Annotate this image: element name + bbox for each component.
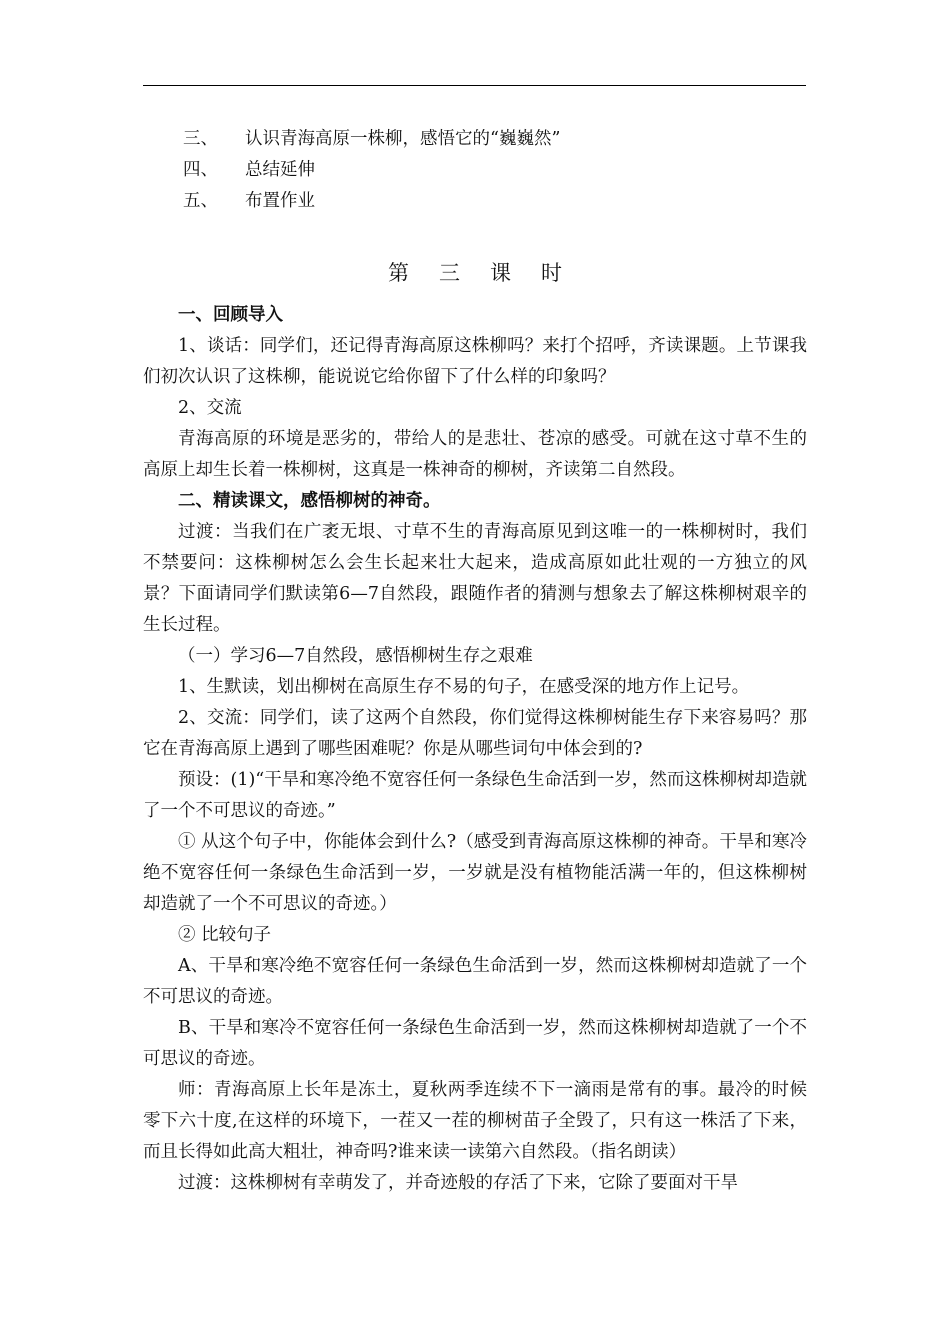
subsection-heading: （一）学习6—7自然段，感悟柳树生存之艰难 [178, 646, 533, 666]
paragraph: 预设：(1)“干旱和寒冷绝不宽容任何一条绿色生命活到一岁，然而这株柳树却造就了一个不可思议的奇迹。” [143, 770, 807, 821]
outline-text: 布置作业 [245, 191, 315, 211]
section-heading: 二、精读课文，感悟柳树的神奇。 [178, 491, 441, 511]
paragraph: 2、交流 [178, 398, 242, 418]
paragraph: ① 从这个句子中，你能体会到什么?（感受到青海高原这株柳的神奇。干旱和寒冷绝不宽容任何一条绿色生命活到一岁，一岁就是没有植物能活满一年的，但这株柳树却造就了一个不可思议的奇迹。） [143, 832, 807, 914]
lesson-body [143, 300, 807, 1199]
paragraph: 过渡：这株柳树有幸萌发了，并奇迹般的存活了下来，它除了要面对干旱 [178, 1173, 738, 1193]
paragraph: 2、交流：同学们，读了这两个自然段，你们觉得这株柳树能生存下来容易吗？那它在青海高原上遇到了哪些困难呢？你是从哪些词句中体会到的? [143, 708, 807, 759]
paragraph: ② 比较句子 [178, 925, 272, 945]
paragraph: 师：青海高原上长年是冻土，夏秋两季连续不下一滴雨是常有的事。最冷的时候零下六十度,在这样的环境下，一茬又一茬的柳树苗子全毁了，只有这一株活了下来，而且长得如此高大粗壮，神奇吗?谁来读一读第六自然段。（指名朗读） [143, 1080, 807, 1162]
section-heading: 一、回顾导入 [178, 305, 283, 325]
lesson-title-char: 课 [490, 261, 511, 285]
outline-number: 五、 [183, 191, 218, 211]
paragraph: B、干旱和寒冷不宽容任何一条绿色生命活到一岁，然而这株柳树却造就了一个不可思议的奇迹。 [143, 1018, 807, 1069]
outline-number: 三、 [183, 129, 218, 149]
outline-item [183, 186, 783, 217]
outline-number: 四、 [183, 160, 218, 180]
paragraph: 1、生默读，划出柳树在高原生存不易的句子，在感受深的地方作上记号。 [178, 677, 750, 697]
paragraph: 过渡：当我们在广袤无垠、寸草不生的青海高原见到这唯一的一株柳树时，我们不禁要问：这株柳树怎么会生长起来壮大起来，造成高原如此壮观的一方独立的风景？下面请同学们默读第6—7自然段，跟随作者的猜测与想象去了解这株柳树艰辛的生长过程。 [143, 522, 807, 635]
lesson-title-char: 三 [439, 261, 460, 285]
outline-item [183, 124, 783, 155]
paragraph: 青海高原的环境是恶劣的，带给人的是悲壮、苍凉的感受。可就在这寸草不生的高原上却生长着一株柳树，这真是一株神奇的柳树，齐读第二自然段。 [143, 429, 807, 480]
lesson-title-char: 第 [388, 261, 409, 285]
lesson-outline [183, 124, 783, 217]
outline-text: 认识青海高原一株柳，感悟它的“巍巍然” [245, 129, 561, 149]
paragraph: 1、谈话：同学们，还记得青海高原这株柳吗？来打个招呼，齐读课题。上节课我们初次认识了这株柳，能说说它给你留下了什么样的印象吗？ [143, 336, 807, 387]
lesson-title-char: 时 [541, 261, 562, 285]
lesson-title [0, 256, 950, 290]
header-rule [143, 85, 806, 86]
outline-text: 总结延伸 [245, 160, 315, 180]
paragraph: A、干旱和寒冷绝不宽容任何一条绿色生命活到一岁，然而这株柳树却造就了一个不可思议的奇迹。 [143, 956, 807, 1007]
outline-item [183, 155, 783, 186]
